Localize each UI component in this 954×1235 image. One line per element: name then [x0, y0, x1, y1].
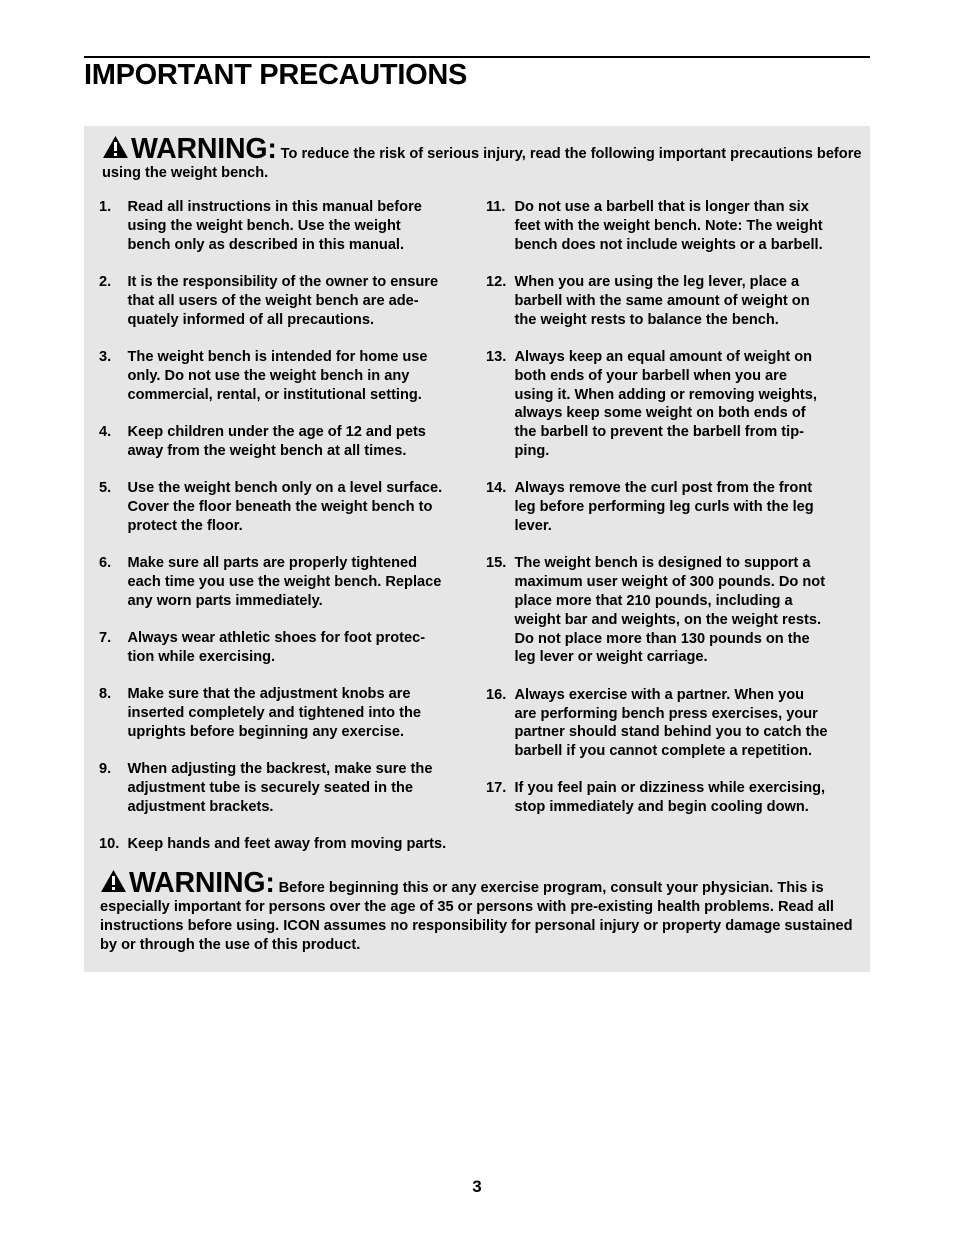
precaution-number: 2.: [99, 273, 112, 290]
precaution-item: [99, 629, 471, 667]
precaution-text: It is the responsibility of the owner to ensure that all users of the weight bench are ade- quately informed of all precautions.: [127, 273, 439, 328]
precaution-text: Always wear athletic shoes for foot protec- tion while exercising.: [127, 630, 426, 665]
page-title: IMPORTANT PRECAUTIONS: [84, 59, 468, 91]
precaution-item: [99, 760, 471, 816]
warning-top: [102, 134, 862, 183]
precaution-number: 8.: [99, 686, 112, 703]
precaution-item: [99, 423, 471, 461]
precaution-number: 7.: [99, 630, 112, 647]
precaution-number: 11.: [486, 199, 506, 215]
precaution-text: If you feel pain or dizziness while exercising, stop immediately and begin cooling down.: [514, 780, 826, 816]
precautions-list-right: [486, 198, 856, 836]
warning-bottom-label: WARNING:: [129, 867, 275, 899]
warning-triangle-icon: [102, 135, 129, 159]
precaution-text: Always exercise with a partner. When you are performing bench press exercises, your partner should stand behind you to catch the barbell if you cannot complete a repetition.: [514, 686, 828, 760]
precaution-item: [486, 779, 856, 817]
precaution-item: [99, 348, 471, 404]
precaution-text: Read all instructions in this manual before using the weight bench. Use the weight bench only as described in this manual.: [127, 199, 422, 253]
precaution-number: 10.: [99, 836, 120, 853]
precaution-item: [486, 273, 856, 329]
page-number: 3: [472, 1177, 482, 1196]
precaution-number: 15.: [486, 555, 507, 572]
precaution-item: [486, 554, 856, 667]
precaution-text: Keep hands and feet away from moving parts.: [127, 836, 447, 853]
warning-top-label: WARNING:: [131, 133, 277, 165]
precaution-number: 17.: [486, 780, 507, 797]
precaution-item: [99, 479, 471, 535]
precaution-item: [486, 686, 856, 761]
warning-top-text: To reduce the risk of serious injury, read the following important precautions before using the weight bench.: [102, 146, 862, 181]
precaution-number: 14.: [486, 480, 507, 497]
warning-top-heading: [102, 134, 281, 163]
precautions-panel: [84, 126, 870, 972]
precaution-number: 16.: [486, 686, 507, 703]
warning-bottom-text: Before beginning this or any exercise program, consult your physician. This is especially important for persons over the age of 35 or persons with pre-existing health problems. Read all instructions before using. ICON assumes no responsibility for personal injury or property damage sustained by or through the use of this product.: [100, 880, 853, 953]
precaution-number: 4.: [99, 423, 112, 440]
precaution-item: [99, 273, 471, 329]
precaution-text: Always remove the curl post from the front leg before performing leg curls with the leg lever.: [514, 480, 814, 534]
precaution-number: 12.: [486, 273, 507, 290]
precaution-number: 1.: [99, 199, 112, 215]
precaution-number: 13.: [486, 348, 507, 365]
precaution-text: The weight bench is designed to support a maximum user weight of 300 pounds. Do not place more that 210 pounds, including a weight bar and weights, on the weight rests. Do not place more than 130 pounds on the leg lever or weight carriage.: [514, 555, 826, 666]
precautions-list-left: [99, 198, 471, 873]
precaution-text: Use the weight bench only on a level surface. Cover the floor beneath the weight bench to protect the floor.: [127, 480, 443, 534]
top-rule: [84, 56, 870, 58]
precaution-number: 6.: [99, 555, 112, 572]
precaution-item: [99, 198, 471, 254]
precaution-item: [99, 554, 471, 610]
precaution-item: [486, 348, 856, 461]
precaution-text: The weight bench is intended for home use only. Do not use the weight bench in any commercial, rental, or institutional setting.: [127, 348, 428, 403]
precaution-item: [486, 479, 856, 535]
precaution-item: [99, 835, 471, 854]
precaution-item: [99, 685, 471, 741]
precaution-text: When adjusting the backrest, make sure the adjustment tube is securely seated in the adjustment brackets.: [127, 761, 433, 815]
precaution-text: Keep children under the age of 12 and pets away from the weight bench at all times.: [127, 423, 426, 459]
precaution-text: When you are using the leg lever, place a barbell with the same amount of weight on the weight rests to balance the bench.: [514, 273, 810, 328]
precaution-text: Do not use a barbell that is longer than six feet with the weight bench. Note: The weight bench does not include weights or a barbell.: [514, 199, 823, 253]
precaution-number: 5.: [99, 480, 112, 497]
precaution-number: 9.: [99, 761, 112, 778]
warning-bottom: [100, 868, 864, 955]
warning-bottom-heading: [100, 868, 279, 897]
precaution-text: Make sure all parts are properly tightened each time you use the weight bench. Replace any worn parts immediately.: [127, 555, 442, 609]
precaution-text: Always keep an equal amount of weight on both ends of your barbell when you are using it. When adding or removing weights, always keep some weight on both ends of the barbell to prevent the barbell from tip- ping.: [514, 348, 817, 459]
warning-triangle-icon: [100, 869, 127, 893]
precaution-number: 3.: [99, 348, 112, 365]
precaution-text: Make sure that the adjustment knobs are inserted completely and tightened into the uprights before beginning any exercise.: [127, 686, 422, 740]
precaution-item: [486, 198, 856, 254]
